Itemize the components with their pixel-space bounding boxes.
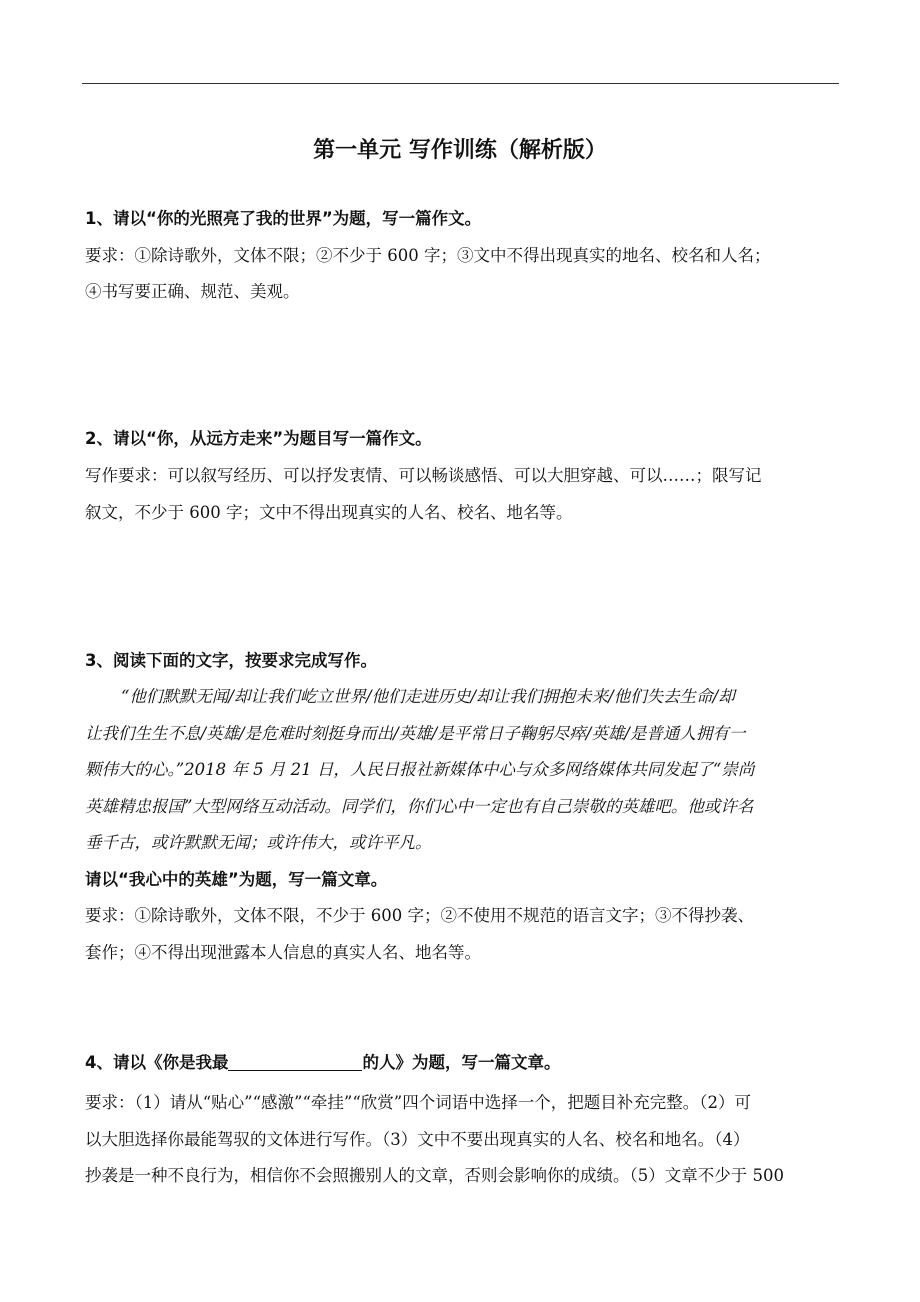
- page-title: 第一单元 写作训练（解析版）: [313, 138, 607, 163]
- q3-passage-line: 颗伟大的心。”2018 年 5 月 21 日，人民日报社新媒体中心与众多网络媒体共同发起了“崇尚: [85, 760, 755, 779]
- q3-passage-line: 垂千古，或许默默无闻；或许伟大，或许平凡。: [85, 833, 432, 852]
- q3-heading: 3、阅读下面的文字，按要求完成写作。: [85, 651, 377, 670]
- q3-passage-line: 让我们生生不息/英雄/是危难时刻挺身而出/英雄/是平常日子鞠躬尽瘁/英雄/是普通人拥有一: [85, 724, 746, 743]
- q4-heading: [85, 1045, 840, 1081]
- q3-passage-line: 英雄精忠报国”大型网络互动活动。同学们，你们心中一定也有自己崇敬的英雄吧。他或许名: [85, 797, 754, 816]
- q3-requirement-line: 要求：①除诗歌外，文体不限，不少于 600 字；②不使用不规范的语言文字；③不得抄袭、: [85, 906, 754, 925]
- q4-heading-start: 4、请以《你是我最: [85, 1053, 229, 1072]
- header-rule: [82, 83, 839, 84]
- q4-heading-end: 的人》为题，写一篇文章。: [362, 1053, 561, 1072]
- q3-passage-line: “他们默默无闻/却让我们屹立世界/他们走进历史/却让我们拥抱未来/他们失去生命/却: [121, 687, 735, 706]
- q4-requirement-line: 要求：（1）请从“贴心”“感激”“牵挂”“欣赏”四个词语中选择一个，把题目补充完整。（2）可: [85, 1093, 751, 1112]
- q3-prompt: 请以“我心中的英雄”为题，写一篇文章。: [85, 870, 388, 889]
- q4-requirement-line: 以大胆选择你最能驾驭的文体进行写作。（3）文中不要出现真实的人名、校名和地名。（4）: [85, 1130, 750, 1149]
- q1-heading: 1、请以“你的光照亮了我的世界”为题，写一篇作文。: [85, 209, 482, 228]
- q2-requirement-line: 叙文，不少于 600 字；文中不得出现真实的人名、校名、地名等。: [85, 503, 573, 522]
- q4-title-blank: [228, 1052, 362, 1071]
- q1-requirement-line: ④书写要正确、规范、美观。: [85, 282, 300, 301]
- q4-requirement-line: 抄袭是一种不良行为，相信你不会照搬别人的文章，否则会影响你的成绩。（5）文章不少于 500: [85, 1166, 784, 1185]
- q2-requirement-line: 写作要求：可以叙写经历、可以抒发衷情、可以畅谈感悟、可以大胆穿越、可以……；限写记: [85, 466, 762, 485]
- q3-requirement-line: 套作；④不得出现泄露本人信息的真实人名、地名等。: [85, 943, 481, 962]
- q1-requirement-line: 要求：①除诗歌外，文体不限；②不少于 600 字；③文中不得出现真实的地名、校名和人名；: [85, 246, 771, 265]
- q2-heading: 2、请以“你，从远方走来”为题目写一篇作文。: [85, 429, 432, 448]
